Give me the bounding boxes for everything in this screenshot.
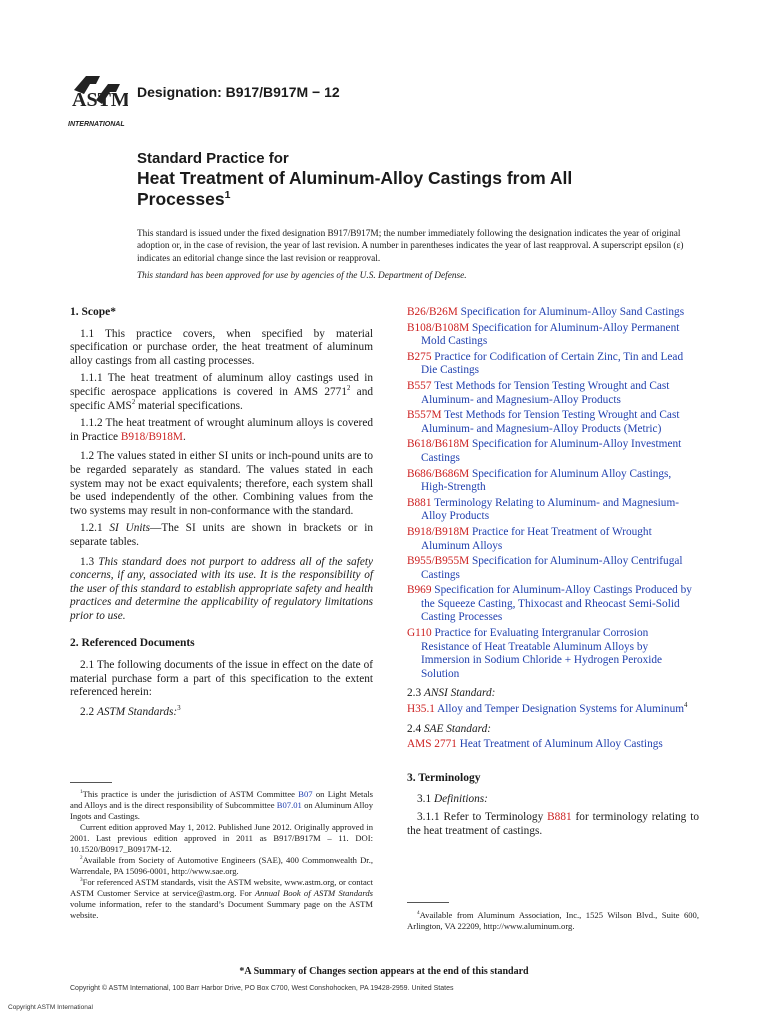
footnote-1 bbox=[70, 789, 373, 822]
para-3-1 bbox=[407, 793, 699, 807]
astm-reference bbox=[407, 555, 699, 582]
copyright-short: Copyright ASTM International bbox=[8, 1004, 93, 1011]
issuance-notes bbox=[137, 228, 697, 282]
footnote-3-text-a: For referenced ASTM standards, visit the ASTM website, www.astm.org, or contact ASTM Customer Service at service@astm.org. For bbox=[70, 877, 373, 898]
footnote-rule-left bbox=[70, 782, 112, 783]
astm-reference bbox=[407, 526, 699, 553]
astm-reference-list bbox=[407, 306, 699, 681]
para-1-3-num: 1.3 bbox=[80, 555, 99, 568]
logo-text: ASTM bbox=[72, 89, 128, 111]
reference-title[interactable]: Practice for Codification of Certain Zinc, Tin and Lead Die Castings bbox=[421, 350, 684, 377]
reference-code[interactable]: B108/B108M bbox=[407, 321, 470, 334]
para-2-4 bbox=[407, 723, 699, 737]
reference-code[interactable]: G110 bbox=[407, 627, 432, 640]
section-2-heading: 2. Referenced Documents bbox=[70, 637, 195, 650]
reference-code[interactable]: B557M bbox=[407, 409, 442, 422]
footnote-2 bbox=[70, 855, 373, 877]
title-footnote-mark: 1 bbox=[224, 189, 231, 202]
para-2-2-num: 2.2 bbox=[80, 705, 97, 718]
link-b881[interactable]: B881 bbox=[547, 811, 572, 823]
reference-title[interactable]: Specification for Aluminum-Alloy Sand Castings bbox=[457, 306, 685, 318]
footnotes-right bbox=[407, 910, 699, 932]
reference-title[interactable]: Terminology Relating to Aluminum- and Magnesium-Alloy Products bbox=[421, 496, 679, 523]
reference-title[interactable]: Specification for Aluminum-Alloy Permanent Mold Castings bbox=[421, 321, 680, 348]
reference-code[interactable]: B26/B26M bbox=[407, 306, 458, 318]
sae-reference bbox=[407, 738, 699, 752]
reference-title[interactable]: Test Methods for Tension Testing Wrought and Cast Aluminum- and Magnesium-Alloy Products (Metric) bbox=[421, 409, 680, 435]
para-1-2-1 bbox=[70, 522, 373, 549]
reference-code[interactable]: B275 bbox=[407, 350, 432, 363]
title-line-2: Heat Treatment of Aluminum-Alloy Castings from All bbox=[137, 168, 573, 188]
reference-title[interactable]: Practice for Heat Treatment of Wrought Aluminum Alloys bbox=[421, 525, 652, 552]
link-b07-01[interactable]: B07.01 bbox=[276, 800, 302, 810]
section-1-heading: 1. Scope* bbox=[70, 306, 116, 318]
reference-title[interactable]: Specification for Aluminum-Alloy Centrifugal Castings bbox=[421, 555, 683, 581]
reference-title[interactable]: Specification for Aluminum-Alloy Castings Produced by the Squeeze Casting, Thixocast and Rheocast Semi-Solid Casting Processes bbox=[421, 584, 692, 624]
astm-reference bbox=[407, 497, 699, 524]
designation: Designation: B917/B917M − 12 bbox=[137, 84, 340, 100]
ansi-title[interactable]: Alloy and Temper Designation Systems for Aluminum bbox=[434, 703, 685, 716]
reference-code[interactable]: B686/B686M bbox=[407, 467, 470, 480]
summary-note: *A Summary of Changes section appears at the end of this standard bbox=[239, 966, 529, 977]
reference-code[interactable]: B557 bbox=[407, 379, 432, 392]
astm-reference bbox=[407, 380, 699, 407]
astm-reference bbox=[407, 306, 699, 320]
astm-reference bbox=[407, 627, 699, 681]
footnote-4 bbox=[407, 910, 699, 932]
para-2-3-term: ANSI Standard: bbox=[423, 687, 496, 700]
footnote-ref-4: 4 bbox=[684, 702, 688, 710]
astm-reference bbox=[407, 409, 699, 436]
reference-code[interactable]: B918/B918M bbox=[407, 525, 470, 538]
astm-reference bbox=[407, 438, 699, 465]
reference-title[interactable]: Specification for Aluminum-Alloy Investment Castings bbox=[421, 438, 682, 464]
para-2-4-num: 2.4 bbox=[407, 722, 424, 735]
footnote-1-mark: 1 bbox=[80, 789, 83, 796]
footnote-4-text: Available from Aluminum Association, Inc., 1525 Wilson Blvd., Suite 600, Arlington, VA 22209, http://www.aluminum.org. bbox=[407, 910, 699, 931]
footnote-ref-2b: 2 bbox=[131, 398, 136, 406]
para-1-2-1-term: SI Units bbox=[109, 522, 151, 535]
para-1-3 bbox=[70, 556, 373, 624]
para-1-2-1-text: —The SI units are shown in brackets or in separate tables. bbox=[70, 522, 374, 548]
sae-title[interactable]: Heat Treatment of Aluminum Alloy Castings bbox=[456, 738, 663, 751]
footnote-2-text: Available from Society of Automotive Engineers (SAE), 400 Commonwealth Dr., Warrendale, PA 15096-0001, http://www.sae.org. bbox=[70, 855, 373, 876]
para-1-3-text: This standard does not purport to address all of the safety concerns, if any, associated with its use. It is the responsibility of the user of this standard to establish appropriate safety and health practices and determine the applicability of regulatory limitations prior to use. bbox=[70, 555, 374, 622]
astm-reference bbox=[407, 351, 699, 378]
footnote-4-mark: 4 bbox=[417, 910, 420, 917]
left-column bbox=[70, 306, 373, 723]
para-2-2-term: ASTM Standards: bbox=[96, 705, 178, 718]
para-3-1-1-text: 3.1.1 Refer to Terminology bbox=[417, 811, 548, 823]
para-2-2 bbox=[70, 706, 373, 720]
link-b07[interactable]: B07 bbox=[298, 789, 313, 799]
issuance-note: This standard is issued under the fixed designation B917/B917M; the number immediately following the designation indicates the year of original adoption or, in the case of revision, the year of last revision. A number in parentheses indicates the year of last reapproval. A superscript epsilon (ε) indicates an editorial change since the last revision or reapproval. bbox=[137, 229, 684, 264]
footnote-rule-right bbox=[407, 902, 449, 903]
para-2-3 bbox=[407, 687, 699, 701]
footnote-3-book: Annual Book of ASTM Standards bbox=[254, 888, 373, 898]
footnote-3 bbox=[70, 877, 373, 921]
reference-code[interactable]: B881 bbox=[407, 496, 432, 509]
para-3-1-1 bbox=[407, 811, 699, 838]
para-1-1-2-end: . bbox=[182, 430, 186, 443]
astm-reference bbox=[407, 468, 699, 495]
footnote-1-text-c: on Aluminum Alloy Ingots and Castings. bbox=[70, 800, 374, 821]
ansi-code[interactable]: H35.1 bbox=[407, 703, 435, 716]
para-1-1-1-text-a: 1.1.1 The heat treatment of aluminum alloy castings used in specific aerospace applications is covered in AMS 2771 bbox=[70, 372, 373, 398]
para-2-3-num: 2.3 bbox=[407, 687, 424, 700]
footnote-ref-2a: 2 bbox=[346, 385, 351, 393]
right-column bbox=[407, 306, 699, 842]
dod-note: This standard has been approved for use by agencies of the U.S. Department of Defense. bbox=[137, 270, 467, 281]
astm-reference bbox=[407, 584, 699, 625]
reference-code[interactable]: B969 bbox=[407, 584, 432, 597]
footnote-3-mark: 3 bbox=[80, 877, 83, 884]
footnotes-left bbox=[70, 789, 373, 921]
para-3-1-1-end: for terminology relating to the heat treatment of castings. bbox=[407, 811, 699, 837]
document-title bbox=[137, 150, 657, 210]
sae-code[interactable]: AMS 2771 bbox=[407, 738, 457, 751]
footnote-ref-3: 3 bbox=[177, 705, 181, 713]
footnote-1-edition: Current edition approved May 1, 2012. Published June 2012. Originally approved in 2001. Last previous edition approved in 2011 as B917/B917M – 11. DOI: 10.1520/B0917_B0917M-12. bbox=[70, 822, 373, 854]
reference-title[interactable]: Practice for Evaluating Intergranular Corrosion Resistance of Heat Treatable Aluminum Alloys by Immersion in Sodium Chloride + Hydrogen Peroxide Solution bbox=[421, 627, 663, 680]
footnote-2-mark: 2 bbox=[80, 855, 83, 862]
title-line-3-text: Processes bbox=[137, 189, 225, 209]
reference-title[interactable]: Test Methods for Tension Testing Wrought and Cast Aluminum- and Magnesium-Alloy Products bbox=[421, 379, 670, 406]
para-1-1-2 bbox=[70, 417, 373, 444]
para-1-2-1-num: 1.2.1 bbox=[80, 522, 110, 535]
para-2-4-term: SAE Standard: bbox=[423, 722, 491, 735]
para-1-1-1 bbox=[70, 372, 373, 413]
astm-logo bbox=[66, 70, 128, 130]
copyright-line: Copyright © ASTM International, 100 Barr Harbor Drive, PO Box C700, West Conshohocken, PA 19428-2959. United States bbox=[70, 985, 454, 992]
footnote-3-text-b: volume information, refer to the standard’s Document Summary page on the ASTM website. bbox=[70, 899, 373, 920]
para-1-1-1-text-c: material specifications. bbox=[135, 399, 243, 412]
section-3-heading: 3. Terminology bbox=[407, 771, 481, 784]
para-1-1: 1.1 This practice covers, when specified by material specification or purchase order, the heat treatment of aluminum alloy castings from all casting processes. bbox=[70, 327, 373, 367]
para-1-2: 1.2 The values stated in either SI units or inch-pound units are to be regarded separately as standard. The values stated in each system may not be exact equivalents; therefore, each system shall be used independently of the other. Combining values from the two systems may result in non-conformance with the standard. bbox=[70, 450, 373, 517]
para-3-1-term: Definitions: bbox=[433, 793, 488, 806]
logo-subtext: INTERNATIONAL bbox=[68, 121, 125, 128]
reference-code[interactable]: B618/B618M bbox=[407, 438, 470, 451]
title-line-3 bbox=[137, 189, 657, 210]
para-3-1-num: 3.1 bbox=[417, 793, 434, 806]
para-1-1-1-text-b: and specific AMS bbox=[70, 385, 373, 412]
reference-title[interactable]: Specification for Aluminum Alloy Castings, High-Strength bbox=[421, 467, 672, 494]
footnote-1-text-b: on Light Metals and Alloys and is the direct responsibility of Subcommittee bbox=[70, 789, 373, 810]
link-b918[interactable]: B918/B918M bbox=[120, 430, 183, 443]
ansi-reference bbox=[407, 703, 699, 717]
reference-code[interactable]: B955/B955M bbox=[407, 555, 470, 568]
footnote-1-text-a: This practice is under the jurisdiction of ASTM Committee bbox=[82, 789, 299, 799]
astm-reference bbox=[407, 322, 699, 349]
para-1-1-2-text: 1.1.2 The heat treatment of wrought aluminum alloys is covered in Practice bbox=[70, 417, 373, 443]
para-2-1: 2.1 The following documents of the issue in effect on the date of material purchase form a part of this specification to the extent referenced herein: bbox=[70, 659, 373, 699]
title-line-1: Standard Practice for bbox=[137, 150, 289, 167]
